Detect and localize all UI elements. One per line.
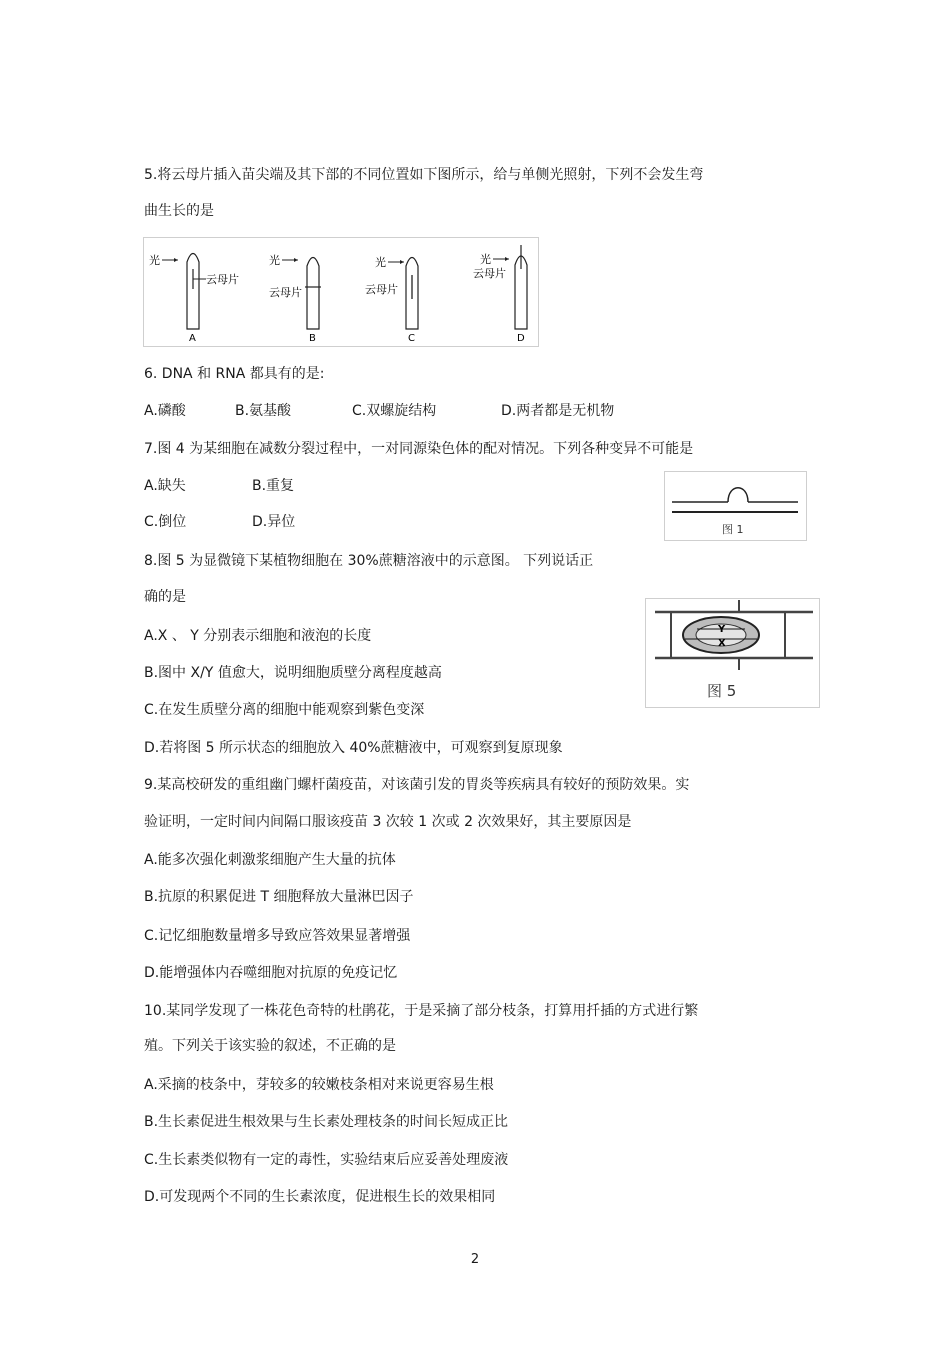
q6-options — [144, 402, 614, 420]
q10-stem-line1: 10.某同学发现了一株花色奇特的杜鹃花，于是采摘了部分枝条，打算用扦插的方式进行繁 — [144, 1003, 699, 1019]
seedling-d — [473, 245, 527, 344]
mica-label-c: 云母片 — [365, 283, 398, 296]
q7-options-row1 — [144, 477, 294, 495]
q8-option-d: D.若将图 5 所示状态的细胞放入 40%蔗糖液中，可观察到复原现象 — [144, 740, 563, 756]
letter-c: C — [408, 333, 415, 344]
q8-stem-line2: 确的是 — [144, 589, 186, 605]
letter-d: D — [517, 333, 525, 344]
light-label-d: 光 — [480, 253, 491, 266]
q7-option-c: C.倒位 — [144, 514, 187, 530]
mica-label-d: 云母片 — [473, 267, 506, 280]
seedling-b — [269, 253, 321, 344]
q6-option-c: C.双螺旋结构 — [352, 403, 437, 419]
q6-stem: 6. DNA 和 RNA 都具有的是: — [144, 366, 325, 382]
q6-option-b: B.氨基酸 — [235, 403, 292, 419]
seedling-c — [365, 255, 418, 344]
q7-option-a: A.缺失 — [144, 478, 186, 494]
light-label-a: 光 — [149, 254, 160, 267]
q7-options-row2 — [144, 513, 295, 531]
q7-figure — [664, 471, 807, 545]
seedling-a — [149, 253, 239, 344]
q10-option-d: D.可发现两个不同的生长素浓度，促进根生长的效果相同 — [144, 1189, 496, 1205]
q5-figure — [143, 237, 539, 351]
q8-option-a: A.X 、 Y 分别表示细胞和液泡的长度 — [144, 628, 372, 644]
q5-stem-line1: 5.将云母片插入苗尖端及其下部的不同位置如下图所示，给与单侧光照射，下列不会发生弯 — [144, 167, 704, 183]
q8-stem-line1: 8.图 5 为显微镜下某植物细胞在 30%蔗糖溶液中的示意图。 下列说话正 — [144, 553, 594, 569]
q10-option-b: B.生长素促进生根效果与生长素处理枝条的时间长短成正比 — [144, 1114, 509, 1130]
mica-label-b: 云母片 — [269, 286, 302, 299]
q8-option-c: C.在发生质壁分离的细胞中能观察到紫色变深 — [144, 702, 425, 718]
q5-stem-line2: 曲生长的是 — [144, 203, 214, 219]
letter-a: A — [189, 333, 196, 344]
q6-option-a: A.磷酸 — [144, 403, 186, 419]
q9-stem-line2: 验证明，一定时间内间隔口服该疫苗 3 次较 1 次或 2 次效果好，其主要原因是 — [144, 814, 632, 830]
q9-stem-line1: 9.某高校研发的重组幽门螺杆菌疫苗，对该菌引发的胃炎等疾病具有较好的预防效果。实 — [144, 777, 690, 793]
q7-option-d: D.异位 — [252, 514, 296, 530]
q9-option-a: A.能多次强化刺激浆细胞产生大量的抗体 — [144, 852, 396, 868]
q8-label-y: Y — [718, 624, 726, 635]
q7-stem: 7.图 4 为某细胞在减数分裂过程中，一对同源染色体的配对情况。下列各种变异不可能是 — [144, 441, 694, 457]
q9-option-c: C.记忆细胞数量增多导致应答效果显著增强 — [144, 928, 411, 944]
q10-option-c: C.生长素类似物有一定的毒性，实验结束后应妥善处理废液 — [144, 1152, 509, 1168]
q9-option-b: B.抗原的积累促进 T 细胞释放大量淋巴因子 — [144, 889, 414, 905]
page-number: 2 — [470, 1252, 480, 1267]
q7-option-b: B.重复 — [252, 478, 295, 494]
q7-figure-caption: 图 1 — [722, 523, 744, 536]
q10-stem-line2: 殖。下列关于该实验的叙述，不正确的是 — [144, 1038, 396, 1054]
q9-option-d: D.能增强体内吞噬细胞对抗原的免疫记忆 — [144, 965, 398, 981]
q8-label-x: X — [718, 638, 726, 649]
q8-figure-caption: 图 5 — [707, 682, 737, 700]
q10-option-a: A.采摘的枝条中，芽较多的较嫩枝条相对来说更容易生根 — [144, 1077, 494, 1093]
mica-label-a: 云母片 — [206, 273, 239, 286]
light-label-b: 光 — [269, 254, 280, 267]
q8-option-b: B.图中 X/Y 值愈大，说明细胞质壁分离程度越高 — [144, 665, 442, 681]
light-label-c: 光 — [375, 256, 386, 269]
q6-option-d: D.两者都是无机物 — [501, 403, 615, 419]
letter-b: B — [309, 333, 316, 344]
q8-figure — [645, 598, 820, 712]
